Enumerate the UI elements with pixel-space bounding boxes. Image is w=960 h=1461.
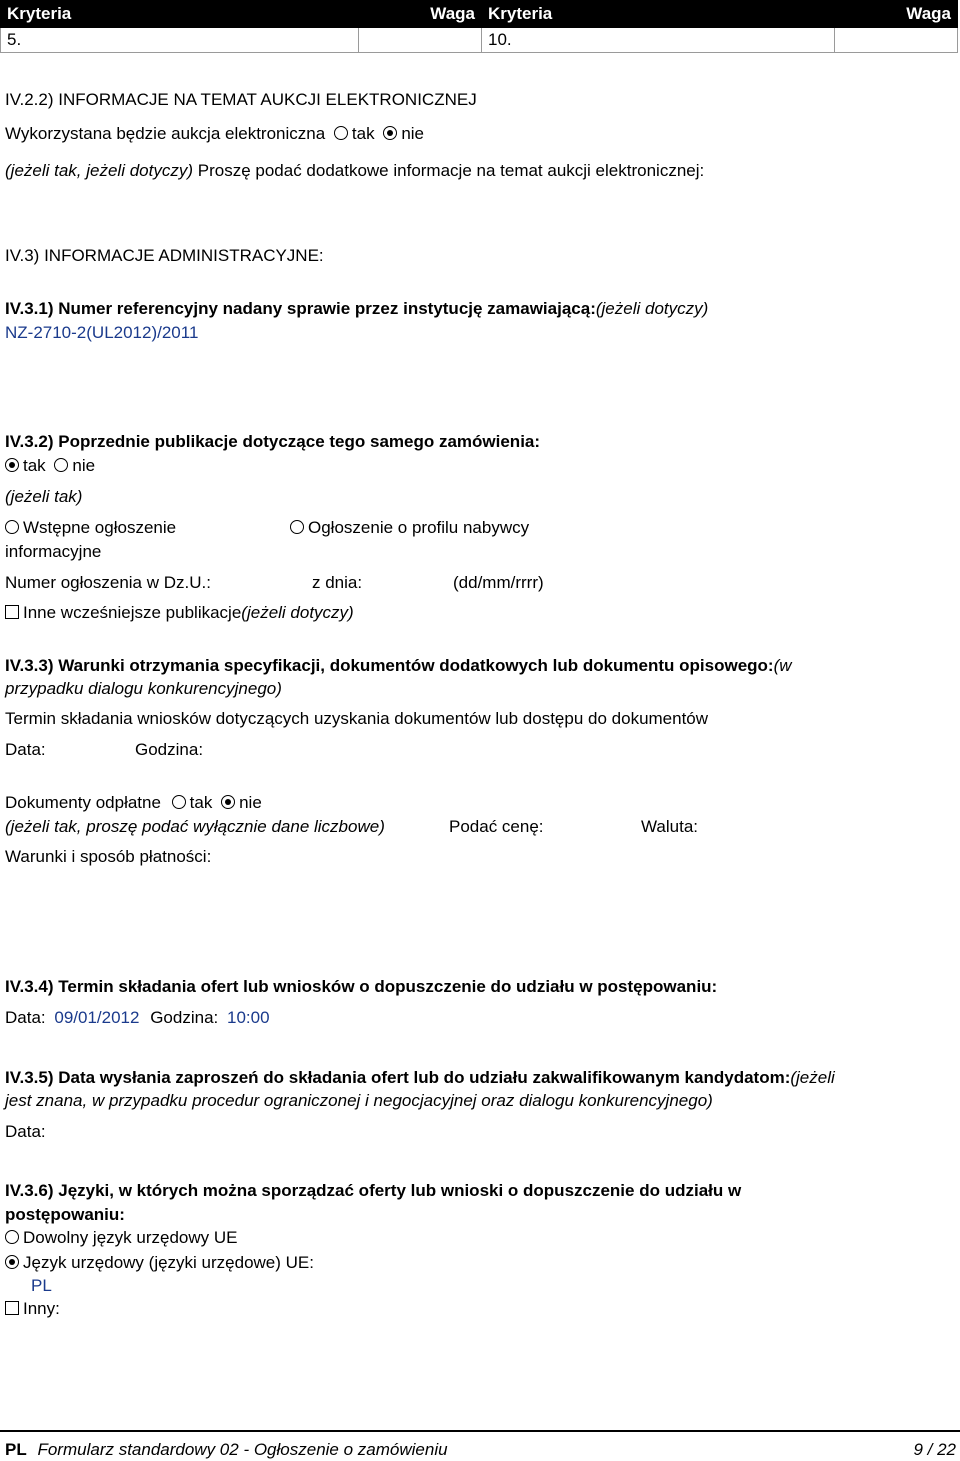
- documents-deadline-text: Termin składania wniosków dotyczących uzyskania dokumentów lub dostępu do dokumentów: [5, 709, 709, 728]
- weight-cell-2: [835, 28, 958, 53]
- criteria-header-row: [1, 1, 958, 28]
- other-publications-checkbox[interactable]: [5, 605, 19, 619]
- oj-number-label: Numer ogłoszenia w Dz.U.:: [5, 573, 211, 592]
- prior-no-label: nie: [72, 456, 96, 475]
- language-any-option: [5, 1228, 237, 1248]
- prior-yes-label: tak: [23, 456, 46, 475]
- language-official-radio[interactable]: [5, 1255, 19, 1269]
- section-iv31-hint: (jeżeli dotyczy): [595, 299, 709, 318]
- reference-number-value: NZ-2710-2(UL2012)/2011: [5, 323, 199, 342]
- e-auction-details-hint: (jeżeli tak, jeżeli dotyczy): [5, 161, 194, 180]
- documents-date-label: Data:: [5, 740, 46, 759]
- language-other-label: Inny:: [23, 1299, 60, 1318]
- e-auction-details-row: [5, 161, 704, 181]
- section-iv36-title-2: postępowaniu:: [5, 1205, 125, 1224]
- prior-info-notice-option: [5, 518, 176, 538]
- tender-date-label: Data:: [5, 1008, 46, 1027]
- weight-header-1: Waga: [359, 1, 482, 28]
- prior-yes-radio[interactable]: [5, 458, 19, 472]
- e-auction-no-radio[interactable]: [383, 126, 397, 140]
- paid-documents-row: [5, 793, 262, 813]
- payment-terms-label: Warunki i sposób płatności:: [5, 847, 212, 866]
- footer-form-name: Formularz standardowy 02 - Ogłoszenie o zamówieniu: [37, 1440, 448, 1459]
- criteria-cell-2: 10.: [482, 28, 835, 53]
- prior-info-notice-label-2: informacyjne: [5, 542, 102, 561]
- invitation-date-label: Data:: [5, 1122, 46, 1141]
- other-publications-hint: (jeżeli dotyczy): [241, 603, 354, 622]
- section-iv22-title: IV.2.2) INFORMACJE NA TEMAT AUKCJI ELEKTRONICZNEJ: [5, 90, 477, 109]
- weight-cell-1: [359, 28, 482, 53]
- prior-if-yes-hint: (jeżeli tak): [5, 487, 83, 506]
- price-label: Podać cenę:: [449, 817, 544, 836]
- oj-date-format: (dd/mm/rrrr): [453, 573, 544, 592]
- language-other-checkbox[interactable]: [5, 1301, 19, 1315]
- other-publications-option: [5, 603, 354, 623]
- tender-date-value: 09/01/2012: [54, 1008, 140, 1027]
- prior-info-notice-radio[interactable]: [5, 520, 19, 534]
- paid-no-label: nie: [239, 793, 262, 812]
- section-iv33-hint-2: przypadku dialogu konkurencyjnego): [5, 679, 282, 698]
- section-iv35-hint-1: (jeżeli: [790, 1068, 835, 1087]
- documents-time-label: Godzina:: [135, 740, 204, 759]
- criteria-table: [0, 0, 958, 53]
- footer-page-number: 9 / 22: [913, 1440, 956, 1459]
- e-auction-question-row: [5, 124, 424, 144]
- buyer-profile-radio[interactable]: [290, 520, 304, 534]
- section-iv31-title: IV.3.1) Numer referencyjny nadany sprawie przez instytucję zamawiającą:: [5, 299, 596, 318]
- footer-left: [5, 1440, 448, 1460]
- footer-language: PL: [5, 1440, 27, 1459]
- section-iv3-title: IV.3) INFORMACJE ADMINISTRACYJNE:: [5, 246, 324, 265]
- section-iv33-hint-1: (w: [773, 656, 792, 675]
- weight-header-2: Waga: [835, 1, 958, 28]
- section-iv35-hint-2: jest znana, w przypadku procedur ograniczonej i negocjacyjnej oraz dialogu konkurencyjnego): [5, 1091, 713, 1110]
- other-publications-label: Inne wcześniejsze publikacje: [23, 603, 242, 622]
- section-iv34-title: IV.3.4) Termin składania ofert lub wniosków o dopuszczenie do udziału w postępowaniu:: [5, 977, 718, 996]
- price-hint: (jeżeli tak, proszę podać wyłącznie dane liczbowe): [5, 817, 385, 836]
- section-iv32-title: IV.3.2) Poprzednie publikacje dotyczące tego samego zamówienia:: [5, 432, 541, 451]
- e-auction-yes-radio[interactable]: [334, 126, 348, 140]
- footer-divider: [0, 1430, 960, 1432]
- currency-label: Waluta:: [641, 817, 699, 836]
- criteria-cell-1: 5.: [1, 28, 359, 53]
- paid-yes-label: tak: [189, 793, 213, 812]
- section-iv33-title: IV.3.3) Warunki otrzymania specyfikacji, dokumentów dodatkowych lub dokumentu opisowego:: [5, 656, 774, 675]
- language-any-label: Dowolny język urzędowy UE: [23, 1228, 238, 1247]
- language-official-label: Język urzędowy (języki urzędowe) UE:: [23, 1253, 314, 1272]
- oj-date-label: z dnia:: [312, 573, 363, 592]
- tender-deadline-row: [5, 1008, 270, 1028]
- language-any-radio[interactable]: [5, 1230, 19, 1244]
- prior-no-radio[interactable]: [54, 458, 68, 472]
- paid-no-radio[interactable]: [221, 795, 235, 809]
- e-auction-details-text: Proszę podać dodatkowe informacje na temat aukcji elektronicznej:: [193, 161, 705, 180]
- section-iv36-title-1: IV.3.6) Języki, w których można sporządzać oferty lub wnioski o dopuszczenie do udziału w: [5, 1181, 742, 1200]
- paid-documents-label: Dokumenty odpłatne: [5, 793, 161, 812]
- buyer-profile-option: [290, 518, 529, 538]
- criteria-row: [1, 28, 958, 53]
- section-iv35-title: IV.3.5) Data wysłania zaproszeń do składania ofert lub do udziału zakwalifikowanym kandydatom:: [5, 1068, 791, 1087]
- paid-yes-radio[interactable]: [172, 795, 186, 809]
- prior-info-notice-label-1: Wstępne ogłoszenie: [23, 518, 177, 537]
- language-other-option: [5, 1299, 60, 1319]
- prior-publications-options: [5, 456, 95, 476]
- section-iv35-title-row: [5, 1068, 835, 1088]
- language-official-value: PL: [31, 1276, 52, 1295]
- section-iv31-title-row: [5, 299, 708, 319]
- e-auction-yes-label: tak: [351, 124, 375, 143]
- buyer-profile-label: Ogłoszenie o profilu nabywcy: [308, 518, 530, 537]
- language-official-option: [5, 1253, 314, 1273]
- e-auction-question: Wykorzystana będzie aukcja elektroniczna: [5, 124, 326, 143]
- tender-time-value: 10:00: [226, 1008, 270, 1027]
- e-auction-no-label: nie: [401, 124, 425, 143]
- tender-time-label: Godzina:: [150, 1008, 219, 1027]
- criteria-header-2: Kryteria: [482, 1, 835, 28]
- criteria-header-1: Kryteria: [1, 1, 359, 28]
- section-iv33-title-row: [5, 656, 792, 676]
